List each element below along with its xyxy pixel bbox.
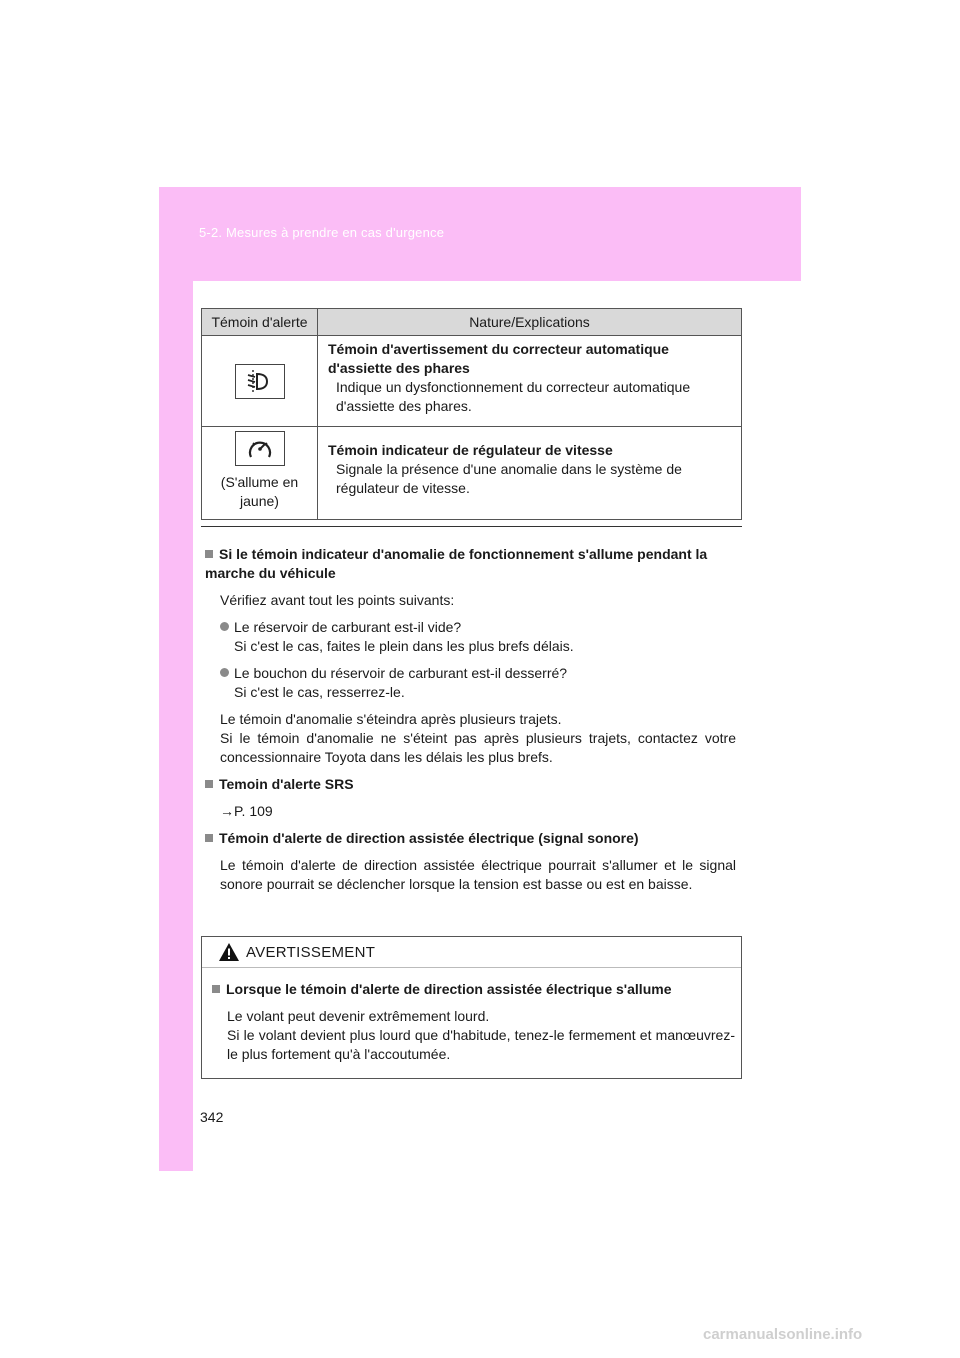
page-number: 342 [200, 1109, 224, 1125]
row-body: Indique un dysfonctionnement du correcteur automatique d'assiette des phares. [336, 379, 691, 414]
square-bullet-icon [212, 985, 220, 993]
section-breadcrumb: 5-2. Mesures à prendre en cas d'urgence [199, 225, 445, 240]
page-reference-link[interactable]: →P. 109 [220, 803, 273, 819]
section-outro: Le témoin d'anomalie s'éteindra après plusieurs trajets. [220, 711, 562, 727]
row-title: Témoin d'avertissement du correcteur automatique d'assiette des phares [328, 341, 669, 376]
table-row [202, 336, 742, 427]
icon-note: (S'allume en jaune) [220, 474, 299, 509]
warning-label: AVERTISSEMENT [246, 944, 376, 961]
row-body: Signale la présence d'une anomalie dans le système de régulateur de vitesse. [336, 461, 682, 496]
warning-box [201, 936, 742, 1079]
cruise-control-indicator-icon [235, 431, 285, 466]
section-divider [201, 526, 742, 527]
table-row [202, 427, 742, 520]
icon-cell [202, 336, 318, 427]
warning-heading-text: Lorsque le témoin d'alerte de direction assistée électrique s'allume [226, 981, 672, 997]
col-header-warning-light: Témoin d'alerte [202, 309, 318, 336]
section-intro: Vérifiez avant tout les points suivants: [220, 592, 455, 608]
square-bullet-icon [205, 834, 213, 842]
list-item [205, 618, 736, 656]
col-header-explanation: Nature/Explications [318, 309, 742, 336]
table-header-row [202, 309, 742, 336]
square-bullet-icon [205, 550, 213, 558]
section-outro: Si le témoin d'anomalie ne s'éteint pas après plusieurs trajets, contactez votre concessionnaire Toyota dans les délais les plus brefs. [220, 730, 736, 765]
notes-content [205, 545, 736, 894]
warning-heading [212, 980, 735, 999]
bullet-answer: Si c'est le cas, resserrez-le. [234, 684, 405, 700]
bullet-question: Le réservoir de carburant est-il vide? [234, 619, 462, 635]
explanation-cell [318, 336, 742, 427]
round-bullet-icon [220, 668, 229, 677]
warning-lights-table [201, 308, 742, 520]
square-bullet-icon [205, 780, 213, 788]
explanation-cell [318, 427, 742, 520]
section-heading [205, 829, 736, 848]
round-bullet-icon [220, 622, 229, 631]
bullet-answer: Si c'est le cas, faites le plein dans les plus brefs délais. [234, 638, 574, 654]
warning-triangle-icon [218, 942, 240, 967]
headlight-leveling-warning-icon [235, 364, 285, 399]
warning-line: Si le volant devient plus lourd que d'habitude, tenez-le fermement et manœuvrez-le plus fortement qu'à l'accoutumée. [227, 1027, 735, 1062]
row-title: Témoin indicateur de régulateur de vitesse [328, 442, 613, 458]
bullet-question: Le bouchon du réservoir de carburant est-il desserré? [234, 665, 568, 681]
section-heading-text: Temoin d'alerte SRS [219, 776, 354, 792]
warning-line: Le volant peut devenir extrêmement lourd. [227, 1008, 490, 1024]
section-heading-text: Si le témoin indicateur d'anomalie de fonctionnement s'allume pendant la marche du véhicule [205, 546, 708, 581]
warning-box-header [202, 937, 741, 968]
warning-box-body [202, 968, 741, 1064]
section-body: Le témoin d'alerte de direction assistée électrique pourrait s'allumer et le signal sonore pourrait se déclencher lorsque la tension est basse ou est en baisse. [220, 857, 736, 892]
list-item [205, 664, 736, 702]
icon-cell [202, 427, 318, 520]
section-heading-text: Témoin d'alerte de direction assistée électrique (signal sonore) [219, 830, 639, 846]
side-band [159, 281, 193, 1171]
section-heading [205, 775, 736, 794]
watermark-logo: carmanualsonline.info [703, 1326, 863, 1343]
section-heading [205, 545, 736, 583]
